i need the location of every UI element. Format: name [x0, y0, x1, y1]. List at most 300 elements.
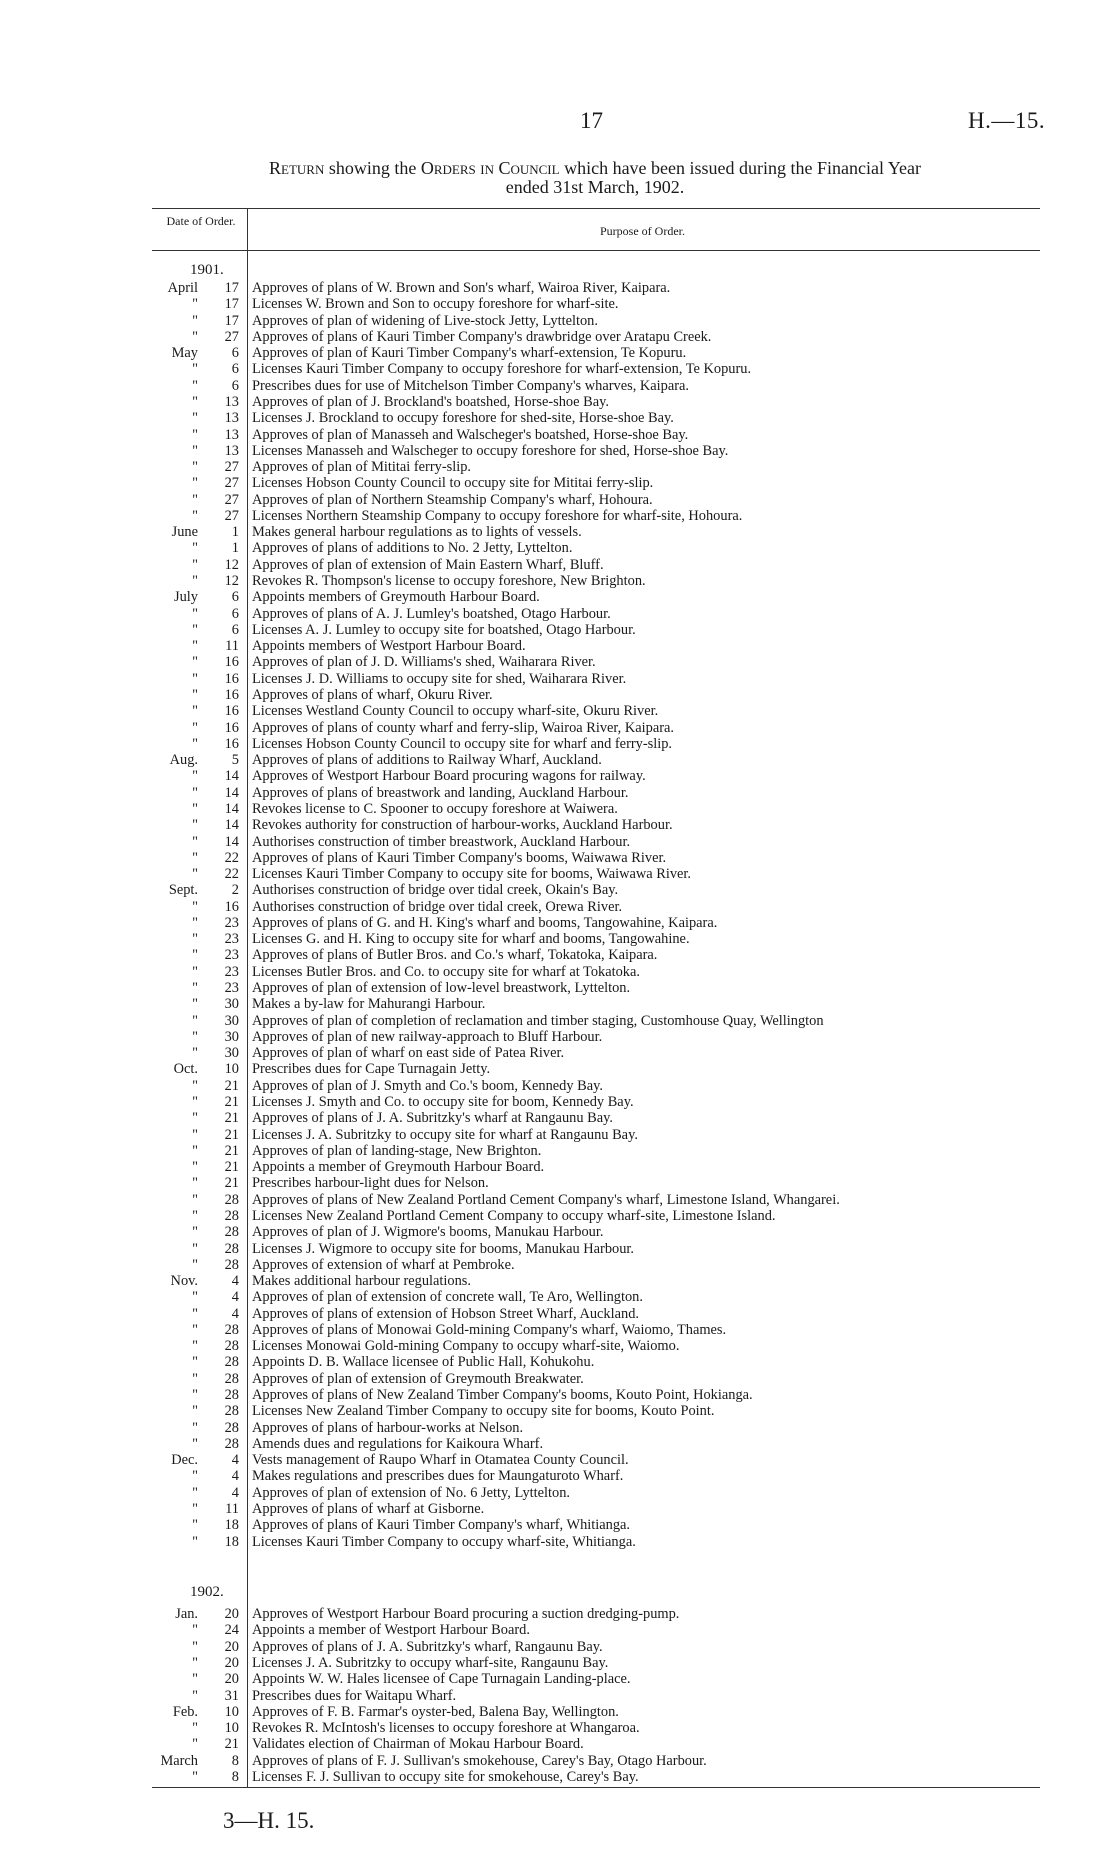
- order-purpose: Authorises construction of bridge over tidal creek, Orewa River.: [252, 898, 623, 915]
- order-row: [150, 1468, 1050, 1484]
- page-number: 17: [580, 108, 603, 133]
- order-month: ": [192, 540, 198, 557]
- order-month: ": [192, 800, 198, 817]
- order-day: 14: [224, 800, 239, 817]
- order-row: [150, 1078, 1050, 1094]
- order-purpose: Appoints members of Greymouth Harbour Board.: [252, 589, 540, 606]
- order-day: 8: [231, 1752, 239, 1769]
- order-purpose: Approves of plans of G. and H. King's wharf and booms, Tangowahine, Kaipara.: [252, 914, 718, 931]
- order-row: [150, 427, 1050, 443]
- order-row: [150, 1606, 1050, 1622]
- order-purpose: Licenses Westland County Council to occupy wharf-site, Okuru River.: [252, 703, 659, 720]
- order-month: ": [192, 1321, 198, 1338]
- order-month: ": [192, 1387, 198, 1404]
- order-row: [150, 638, 1050, 654]
- order-day: 16: [224, 719, 239, 736]
- order-row: [150, 443, 1050, 459]
- order-purpose: Licenses W. Brown and Son to occupy foreshore for wharf-site.: [252, 296, 619, 313]
- order-purpose: Vests management of Raupo Wharf in Otamatea County Council.: [252, 1452, 629, 1469]
- order-day: 23: [224, 963, 239, 980]
- order-month: ": [192, 1207, 198, 1224]
- order-purpose: Licenses Butler Bros. and Co. to occupy site for wharf at Tokatoka.: [252, 963, 640, 980]
- order-day: 4: [231, 1452, 239, 1469]
- order-purpose: Licenses Kauri Timber Company to occupy site for booms, Waiwawa River.: [252, 866, 692, 883]
- order-day: 10: [224, 1720, 239, 1737]
- order-row: [150, 817, 1050, 833]
- order-purpose: Approves of plan of extension of No. 6 Jetty, Lyttelton.: [252, 1484, 571, 1501]
- order-purpose: Appoints a member of Greymouth Harbour Board.: [252, 1159, 545, 1176]
- order-day: 28: [224, 1207, 239, 1224]
- order-purpose: Approves of plans of New Zealand Portland Cement Company's wharf, Limestone Island, Whangarei.: [252, 1191, 840, 1208]
- order-month: ": [192, 1533, 198, 1550]
- order-row: [150, 834, 1050, 850]
- order-month: March: [160, 1752, 198, 1769]
- order-row: [150, 964, 1050, 980]
- order-row: [150, 1403, 1050, 1419]
- order-day: 16: [224, 654, 239, 671]
- order-month: ": [192, 1517, 198, 1534]
- order-row: [150, 1192, 1050, 1208]
- order-row: [150, 1273, 1050, 1289]
- order-day: 30: [224, 1045, 239, 1062]
- order-row: [150, 752, 1050, 768]
- order-day: 27: [224, 475, 239, 492]
- order-purpose: Approves of F. B. Farmar's oyster-bed, Balena Bay, Wellington.: [252, 1703, 619, 1720]
- order-day: 21: [224, 1736, 239, 1753]
- order-purpose: Appoints members of Westport Harbour Board.: [252, 638, 526, 655]
- order-month: Oct.: [173, 1061, 198, 1078]
- order-purpose: Prescribes dues for Cape Turnagain Jetty.: [252, 1061, 491, 1078]
- order-row: [150, 1045, 1050, 1061]
- order-day: 21: [224, 1126, 239, 1143]
- order-day: 16: [224, 687, 239, 703]
- order-day: 2: [231, 882, 239, 899]
- order-day: 14: [224, 784, 239, 801]
- order-day: 28: [224, 1435, 239, 1452]
- order-month: ": [192, 1305, 198, 1322]
- order-row: [150, 785, 1050, 801]
- order-month: ": [192, 1435, 198, 1452]
- order-day: 13: [224, 426, 239, 443]
- order-row: [150, 1720, 1050, 1736]
- order-row: [150, 508, 1050, 524]
- order-day: 13: [224, 410, 239, 427]
- order-purpose: Approves of plan of extension of low-level breastwork, Lyttelton.: [252, 980, 631, 997]
- order-month: June: [171, 524, 198, 541]
- page-title: [155, 159, 1035, 197]
- order-day: 17: [224, 296, 239, 313]
- order-row: [150, 1371, 1050, 1387]
- order-purpose: Licenses New Zealand Timber Company to occupy site for booms, Kouto Point.: [252, 1403, 715, 1420]
- order-row: [150, 1306, 1050, 1322]
- order-purpose: Authorises construction of timber breastwork, Auckland Harbour.: [252, 833, 631, 850]
- order-month: ": [192, 491, 198, 508]
- order-row: [150, 980, 1050, 996]
- order-row: [150, 459, 1050, 475]
- order-day: 28: [224, 1321, 239, 1338]
- order-purpose: Revokes R. McIntosh's licenses to occupy foreshore at Whangaroa.: [252, 1720, 640, 1737]
- order-day: 20: [224, 1654, 239, 1671]
- order-month: ": [192, 996, 198, 1013]
- order-purpose: Appoints a member of Westport Harbour Board.: [252, 1622, 530, 1639]
- order-month: ": [192, 377, 198, 394]
- order-purpose: Approves of plan of widening of Live-stock Jetty, Lyttelton.: [252, 312, 598, 329]
- order-purpose: Approves of plan of Manasseh and Walscheger's boatshed, Horse-shoe Bay.: [252, 426, 689, 443]
- order-row: [150, 720, 1050, 736]
- order-purpose: Licenses J. Brockland to occupy foreshore for shed-site, Horse-shoe Bay.: [252, 410, 674, 427]
- table-top-rule: [152, 208, 1040, 209]
- order-day: 6: [231, 621, 239, 638]
- order-row: [150, 1289, 1050, 1305]
- order-month: ": [192, 866, 198, 883]
- order-month: ": [192, 1354, 198, 1371]
- order-purpose: Revokes authority for construction of harbour-works, Auckland Harbour.: [252, 817, 673, 834]
- order-row: [150, 1322, 1050, 1338]
- order-day: 27: [224, 328, 239, 345]
- order-day: 4: [231, 1484, 239, 1501]
- order-row: [150, 1534, 1050, 1550]
- order-day: 4: [231, 1289, 239, 1306]
- order-row: [150, 589, 1050, 605]
- table-header-rule: [152, 250, 1040, 251]
- order-month: ": [192, 1028, 198, 1045]
- order-row: [150, 882, 1050, 898]
- order-purpose: Makes additional harbour regulations.: [252, 1273, 472, 1290]
- order-purpose: Makes regulations and prescribes dues for Maungaturoto Wharf.: [252, 1468, 624, 1485]
- order-day: 11: [225, 638, 239, 655]
- order-row: [150, 394, 1050, 410]
- order-month: ": [192, 1126, 198, 1143]
- order-row: [150, 1387, 1050, 1403]
- order-month: ": [192, 638, 198, 655]
- order-row: [150, 557, 1050, 573]
- order-month: ": [192, 312, 198, 329]
- order-purpose: Makes a by-law for Mahurangi Harbour.: [252, 996, 486, 1013]
- order-month: Aug.: [169, 752, 198, 769]
- title-line2: ended 31st March, 1902.: [505, 177, 685, 197]
- order-month: Jan.: [175, 1606, 198, 1622]
- order-month: ": [192, 393, 198, 410]
- order-row: [150, 296, 1050, 312]
- order-purpose: Approves of Westport Harbour Board procuring a suction dredging-pump.: [252, 1606, 680, 1622]
- order-month: ": [192, 1338, 198, 1355]
- order-month: ": [192, 719, 198, 736]
- order-month: ": [192, 1484, 198, 1501]
- order-row: [150, 736, 1050, 752]
- order-row: [150, 1257, 1050, 1273]
- order-month: July: [174, 589, 198, 606]
- order-month: ": [192, 1720, 198, 1737]
- order-purpose: Approves of plans of A. J. Lumley's boatshed, Otago Harbour.: [252, 605, 611, 622]
- order-month: ": [192, 768, 198, 785]
- order-month: Nov.: [170, 1273, 198, 1290]
- order-day: 21: [224, 1175, 239, 1192]
- order-purpose: Licenses Manasseh and Walscheger to occupy foreshore for shed, Horse-shoe Bay.: [252, 442, 729, 459]
- order-month: ": [192, 898, 198, 915]
- order-row: [150, 313, 1050, 329]
- order-row: [150, 492, 1050, 508]
- order-day: 30: [224, 996, 239, 1013]
- order-day: 28: [224, 1240, 239, 1257]
- order-month: ": [192, 1012, 198, 1029]
- order-month: ": [192, 507, 198, 524]
- order-purpose: Prescribes dues for use of Mitchelson Timber Company's wharves, Kaipara.: [252, 377, 690, 394]
- order-purpose: Revokes R. Thompson's license to occupy foreshore, New Brighton.: [252, 573, 646, 590]
- order-day: 21: [224, 1142, 239, 1159]
- order-row: [150, 866, 1050, 882]
- order-row: [150, 410, 1050, 426]
- order-day: 27: [224, 507, 239, 524]
- order-purpose: Approves of plan of J. Wigmore's booms, Manukau Harbour.: [252, 1224, 604, 1241]
- title-orders: Orders in Council: [420, 158, 560, 178]
- order-day: 23: [224, 980, 239, 997]
- order-month: ": [192, 361, 198, 378]
- order-purpose: Approves of plans of wharf at Gisborne.: [252, 1501, 485, 1517]
- order-month: ": [192, 1468, 198, 1485]
- order-purpose: Approves of Westport Harbour Board procuring wagons for railway.: [252, 768, 646, 785]
- order-row: [150, 1655, 1050, 1671]
- order-purpose: Approves of plan of new railway-approach to Bluff Harbour.: [252, 1028, 603, 1045]
- order-day: 6: [231, 605, 239, 622]
- order-purpose: Licenses J. Smyth and Co. to occupy site for boom, Kennedy Bay.: [252, 1094, 634, 1110]
- document-code: H.—15.: [968, 108, 1046, 133]
- order-row: [150, 1485, 1050, 1501]
- order-month: ": [192, 1159, 198, 1176]
- order-day: 31: [224, 1687, 239, 1704]
- order-day: 6: [231, 361, 239, 378]
- order-row: [150, 1159, 1050, 1175]
- order-row: [150, 1338, 1050, 1354]
- order-purpose: Licenses J. D. Williams to occupy site for shed, Waiharara River.: [252, 670, 627, 687]
- order-day: 12: [224, 556, 239, 573]
- order-purpose: Approves of plan of extension of Greymouth Breakwater.: [252, 1370, 584, 1387]
- order-purpose: Licenses Monowai Gold-mining Company to occupy wharf-site, Waiomo.: [252, 1338, 680, 1355]
- order-month: ": [192, 703, 198, 720]
- order-day: 1: [231, 524, 239, 541]
- order-day: 16: [224, 735, 239, 752]
- order-month: May: [171, 345, 198, 362]
- order-row: [150, 573, 1050, 589]
- order-row: [150, 915, 1050, 931]
- order-purpose: Approves of plans of F. J. Sullivan's smokehouse, Carey's Bay, Otago Harbour.: [252, 1752, 707, 1769]
- column-header-date: Date of Order.: [166, 214, 236, 228]
- order-row: [150, 850, 1050, 866]
- order-month: ": [192, 1654, 198, 1671]
- order-day: 21: [224, 1110, 239, 1127]
- order-month: ": [192, 442, 198, 459]
- order-row: [150, 475, 1050, 491]
- order-row: [150, 1061, 1050, 1077]
- order-row: [150, 1517, 1050, 1533]
- order-day: 23: [224, 947, 239, 964]
- order-row: [150, 1029, 1050, 1045]
- order-row: [150, 899, 1050, 915]
- order-purpose: Approves of plan of landing-stage, New Brighton.: [252, 1142, 542, 1159]
- order-month: ": [192, 654, 198, 671]
- order-purpose: Licenses G. and H. King to occupy site for wharf and booms, Tangowahine.: [252, 931, 690, 948]
- order-row: [150, 1671, 1050, 1687]
- order-day: 22: [224, 849, 239, 866]
- order-month: ": [192, 410, 198, 427]
- order-purpose: Approves of plans of W. Brown and Son's wharf, Wairoa River, Kaipara.: [252, 280, 671, 296]
- order-day: 23: [224, 931, 239, 948]
- order-row: [150, 1354, 1050, 1370]
- order-purpose: Approves of plans of Butler Bros. and Co.'s wharf, Tokatoka, Kaipara.: [252, 947, 658, 964]
- order-row: [150, 1110, 1050, 1126]
- order-day: 28: [224, 1387, 239, 1404]
- order-purpose: Approves of plans of J. A. Subritzky's wharf, Rangaunu Bay.: [252, 1638, 603, 1655]
- order-day: 28: [224, 1419, 239, 1436]
- order-row: [150, 1013, 1050, 1029]
- year-1902: 1902.: [190, 1584, 224, 1600]
- order-month: ": [192, 475, 198, 492]
- order-day: 13: [224, 442, 239, 459]
- order-day: 20: [224, 1671, 239, 1688]
- order-purpose: Approves of plans of Kauri Timber Company's drawbridge over Aratapu Creek.: [252, 328, 712, 345]
- order-purpose: Licenses J. A. Subritzky to occupy site for wharf at Rangaunu Bay.: [252, 1126, 638, 1143]
- order-month: ": [192, 914, 198, 931]
- order-day: 14: [224, 768, 239, 785]
- order-row: [150, 622, 1050, 638]
- order-purpose: Prescribes dues for Waitapu Wharf.: [252, 1687, 457, 1704]
- order-day: 4: [231, 1273, 239, 1290]
- order-month: ": [192, 556, 198, 573]
- order-month: ": [192, 931, 198, 948]
- order-row: [150, 1241, 1050, 1257]
- order-day: 10: [224, 1703, 239, 1720]
- order-purpose: Approves of plan of wharf on east side of Patea River.: [252, 1045, 565, 1062]
- order-month: ": [192, 833, 198, 850]
- order-day: 14: [224, 817, 239, 834]
- order-month: ": [192, 296, 198, 313]
- title-return: Return: [269, 158, 325, 178]
- order-day: 4: [231, 1305, 239, 1322]
- order-purpose: Approves of plan of Kauri Timber Company's wharf-extension, Te Kopuru.: [252, 345, 687, 362]
- order-purpose: Appoints W. W. Hales licensee of Cape Turnagain Landing-place.: [252, 1671, 631, 1688]
- order-row: [150, 654, 1050, 670]
- order-row: [150, 1688, 1050, 1704]
- order-purpose: Approves of plans of county wharf and ferry-slip, Wairoa River, Kaipara.: [252, 719, 674, 736]
- order-row: [150, 280, 1050, 296]
- order-row: [150, 1127, 1050, 1143]
- order-month: ": [192, 947, 198, 964]
- order-month: ": [192, 1224, 198, 1241]
- order-month: ": [192, 1501, 198, 1517]
- order-purpose: Licenses F. J. Sullivan to occupy site for smokehouse, Carey's Bay.: [252, 1769, 639, 1785]
- order-month: ": [192, 1419, 198, 1436]
- order-month: ": [192, 621, 198, 638]
- order-purpose: Approves of plans of extension of Hobson Street Wharf, Auckland.: [252, 1305, 640, 1322]
- order-day: 20: [224, 1606, 239, 1622]
- order-row: [150, 540, 1050, 556]
- order-month: ": [192, 817, 198, 834]
- order-day: 28: [224, 1256, 239, 1273]
- order-month: ": [192, 1638, 198, 1655]
- order-day: 16: [224, 703, 239, 720]
- order-purpose: Approves of plans of Kauri Timber Company's booms, Waiwawa River.: [252, 849, 667, 866]
- order-purpose: Appoints D. B. Wallace licensee of Public Hall, Kohukohu.: [252, 1354, 595, 1371]
- order-month: ": [192, 1687, 198, 1704]
- order-day: 13: [224, 393, 239, 410]
- order-purpose: Approves of plans of J. A. Subritzky's wharf at Rangaunu Bay.: [252, 1110, 613, 1127]
- order-day: 27: [224, 459, 239, 476]
- order-month: ": [192, 670, 198, 687]
- order-purpose: Approves of plan of extension of concrete wall, Te Aro, Wellington.: [252, 1289, 643, 1306]
- order-purpose: Prescribes harbour-light dues for Nelson.: [252, 1175, 489, 1192]
- order-month: ": [192, 1142, 198, 1159]
- order-purpose: Validates election of Chairman of Mokau Harbour Board.: [252, 1736, 584, 1753]
- order-day: 14: [224, 833, 239, 850]
- order-row: [150, 524, 1050, 540]
- order-day: 28: [224, 1354, 239, 1371]
- order-purpose: Makes general harbour regulations as to lights of vessels.: [252, 524, 582, 541]
- year-1901: 1901.: [190, 262, 224, 278]
- order-purpose: Approves of plan of J. Brockland's boatshed, Horse-shoe Bay.: [252, 393, 609, 410]
- order-purpose: Revokes license to C. Spooner to occupy foreshore at Waiwera.: [252, 800, 618, 817]
- order-day: 16: [224, 670, 239, 687]
- order-month: ": [192, 1077, 198, 1094]
- order-month: ": [192, 1094, 198, 1110]
- order-row: [150, 671, 1050, 687]
- order-month: ": [192, 980, 198, 997]
- order-day: 6: [231, 345, 239, 362]
- footer-signature: 3—H. 15.: [223, 1808, 315, 1833]
- order-row: [150, 947, 1050, 963]
- order-month: Dec.: [171, 1452, 198, 1469]
- order-month: ": [192, 735, 198, 752]
- order-day: 8: [231, 1769, 239, 1785]
- order-row: [150, 996, 1050, 1012]
- order-row: [150, 1622, 1050, 1638]
- order-row: [150, 1704, 1050, 1720]
- order-day: 30: [224, 1012, 239, 1029]
- order-row: [150, 1769, 1050, 1785]
- order-month: ": [192, 328, 198, 345]
- order-day: 28: [224, 1338, 239, 1355]
- order-purpose: Approves of plan of Mititai ferry-slip.: [252, 459, 472, 476]
- order-purpose: Approves of plan of J. D. Williams's shed, Waiharara River.: [252, 654, 596, 671]
- order-purpose: Approves of plan of completion of reclamation and timber staging, Customhouse Quay, Wellington: [252, 1012, 824, 1029]
- order-month: ": [192, 687, 198, 703]
- order-row: [150, 1143, 1050, 1159]
- order-purpose: Approves of plans of wharf, Okuru River.: [252, 687, 493, 703]
- order-day: 27: [224, 491, 239, 508]
- order-month: ": [192, 1769, 198, 1785]
- order-day: 12: [224, 573, 239, 590]
- order-day: 21: [224, 1094, 239, 1110]
- order-row: [150, 1436, 1050, 1452]
- order-month: ": [192, 849, 198, 866]
- order-day: 6: [231, 377, 239, 394]
- order-day: 28: [224, 1370, 239, 1387]
- order-row: [150, 329, 1050, 345]
- order-row: [150, 1208, 1050, 1224]
- order-month: ": [192, 459, 198, 476]
- order-row: [150, 1452, 1050, 1468]
- order-row: [150, 1736, 1050, 1752]
- order-month: ": [192, 1370, 198, 1387]
- title-showing: showing the: [324, 158, 421, 178]
- order-purpose: Approves of plans of additions to Railway Wharf, Auckland.: [252, 752, 602, 769]
- order-row: [150, 1420, 1050, 1436]
- order-row: [150, 361, 1050, 377]
- order-purpose: Licenses J. Wigmore to occupy site for booms, Manukau Harbour.: [252, 1240, 635, 1257]
- order-row: [150, 1501, 1050, 1517]
- order-day: 28: [224, 1224, 239, 1241]
- order-row: [150, 1175, 1050, 1191]
- order-month: April: [167, 280, 198, 296]
- order-day: 11: [225, 1501, 239, 1517]
